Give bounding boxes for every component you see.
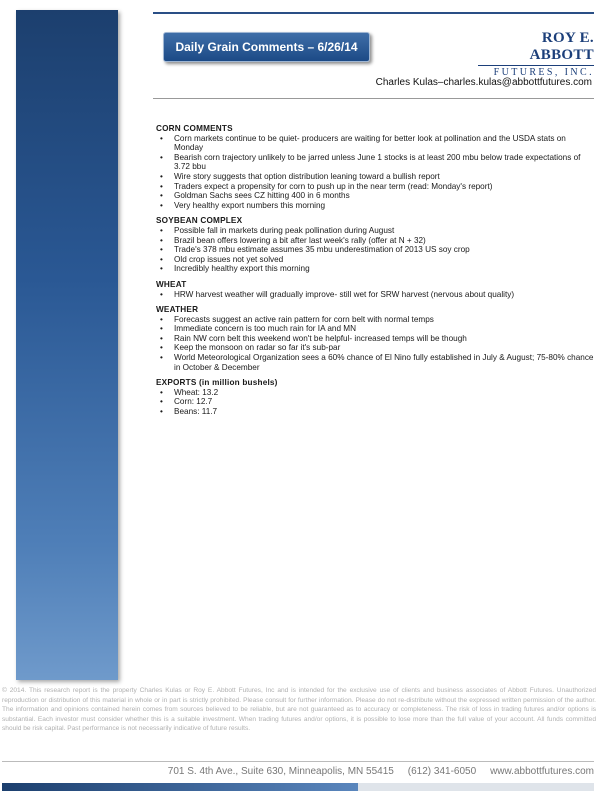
bullet-list [156, 134, 596, 211]
footer-contact [60, 766, 594, 777]
exports-section [156, 378, 596, 416]
list-item: • Very healthy export numbers this morning [174, 201, 596, 211]
logo-sub-text: FUTURES, INC. [493, 67, 594, 78]
footer-accent [2, 783, 358, 791]
list-item: • Corn markets continue to be quiet- producers are waiting for better look at pollination and the USDA stats on Monday [174, 134, 596, 153]
bullet-list [156, 226, 596, 274]
company-logo [478, 30, 594, 78]
report-title [163, 32, 370, 62]
logo-main-text: ROY E. ABBOTT [529, 30, 594, 63]
list-item: • Wire story suggests that option distribution leaning toward a bullish report [174, 172, 596, 182]
footer-website-link[interactable]: www.abbottfutures.com [490, 766, 594, 777]
list-item: • Keep the monsoon on radar so far it's sub-par [174, 343, 596, 353]
wheat-section [156, 280, 596, 299]
section-heading: SOYBEAN COMPLEX [156, 216, 243, 226]
legal-disclaimer: © 2014. This research report is the property Charles Kulas or Roy E. Abbott Futures, Inc and is intended for the exclusive use of clients and business associates of Abbott Futures. Unauthorized reproduction or distribution of this material in whole or in part is strictly prohibited. Please consult for further information. Please do not re-distribute without the expressed written permission of the author. The information and opinions contained herein comes from sources believed to be reliable, but are not guaranteed as to accuracy or completeness. The risk of loss in trading futures and/or options is substantial. Each investor must consider whether this is a suitable investment. When trading futures and/or options, it is possible to lose more than the full value of your account. All funds committed should be risk capital. Past performance is not necessarily indicative of future results. [2, 687, 596, 733]
footer-divider [2, 761, 594, 762]
list-item: • Brazil bean offers lowering a bit after last week's rally (offer at N + 32) [174, 236, 596, 246]
section-heading: CORN COMMENTS [156, 124, 233, 133]
list-item: • Traders expect a propensity for corn to push up in the near term (read: Monday's report) [174, 182, 596, 192]
section-heading: WEATHER [156, 305, 199, 315]
list-item: • Incredibly healthy export this morning [174, 264, 596, 274]
list-item: • Possible fall in markets during peak pollination during August [174, 226, 596, 236]
list-item: • Goldman Sachs sees CZ hitting 400 in 6 months [174, 191, 596, 201]
list-item: • Forecasts suggest an active rain pattern for corn belt with normal temps [174, 315, 596, 325]
footer-bar [2, 783, 594, 791]
section-heading: EXPORTS (in million bushels) [156, 378, 278, 388]
header-rule [153, 12, 594, 14]
report-body [156, 124, 596, 423]
list-item: • Beans: 11.7 [174, 407, 596, 417]
list-item: • Wheat: 13.2 [174, 388, 596, 398]
list-item: • HRW harvest weather will gradually improve- still wet for SRW harvest (nervous about quality) [174, 290, 596, 300]
sidebar-panel [16, 10, 118, 680]
bullet-list [156, 315, 596, 373]
list-item: • World Meteorological Organization sees a 60% chance of El Nino fully established in July & August; 75-80% chance in October & December [174, 353, 596, 372]
contact-divider [153, 98, 594, 99]
list-item: • Corn: 12.7 [174, 397, 596, 407]
footer-address: 701 S. 4th Ave., Suite 630, Minneapolis, MN 55415 [167, 766, 394, 777]
report-title-text: Daily Grain Comments – 6/26/14 [175, 40, 358, 54]
bullet-list [156, 290, 596, 300]
list-item: • Rain NW corn belt this weekend won't be helpful- increased temps will be though [174, 334, 596, 344]
list-item: • Trade's 378 mbu estimate assumes 35 mbu underestimation of 2013 US soy crop [174, 245, 596, 255]
author-contact[interactable]: Charles Kulas–charles.kulas@abbottfutures.com [375, 77, 592, 88]
list-item: • Old crop issues not yet solved [174, 255, 596, 265]
corn-section [156, 124, 596, 210]
weather-section [156, 305, 596, 372]
footer-phone: (612) 341-6050 [407, 766, 477, 777]
list-item: • Bearish corn trajectory unlikely to be jarred unless June 1 stocks is at least 200 mbu below trade expectations of 3.72 bbu [174, 153, 596, 172]
soybean-section [156, 216, 596, 274]
bullet-list [156, 388, 596, 417]
list-item: • Immediate concern is too much rain for IA and MN [174, 324, 596, 334]
section-heading: WHEAT [156, 279, 187, 289]
logo-divider [478, 65, 594, 66]
